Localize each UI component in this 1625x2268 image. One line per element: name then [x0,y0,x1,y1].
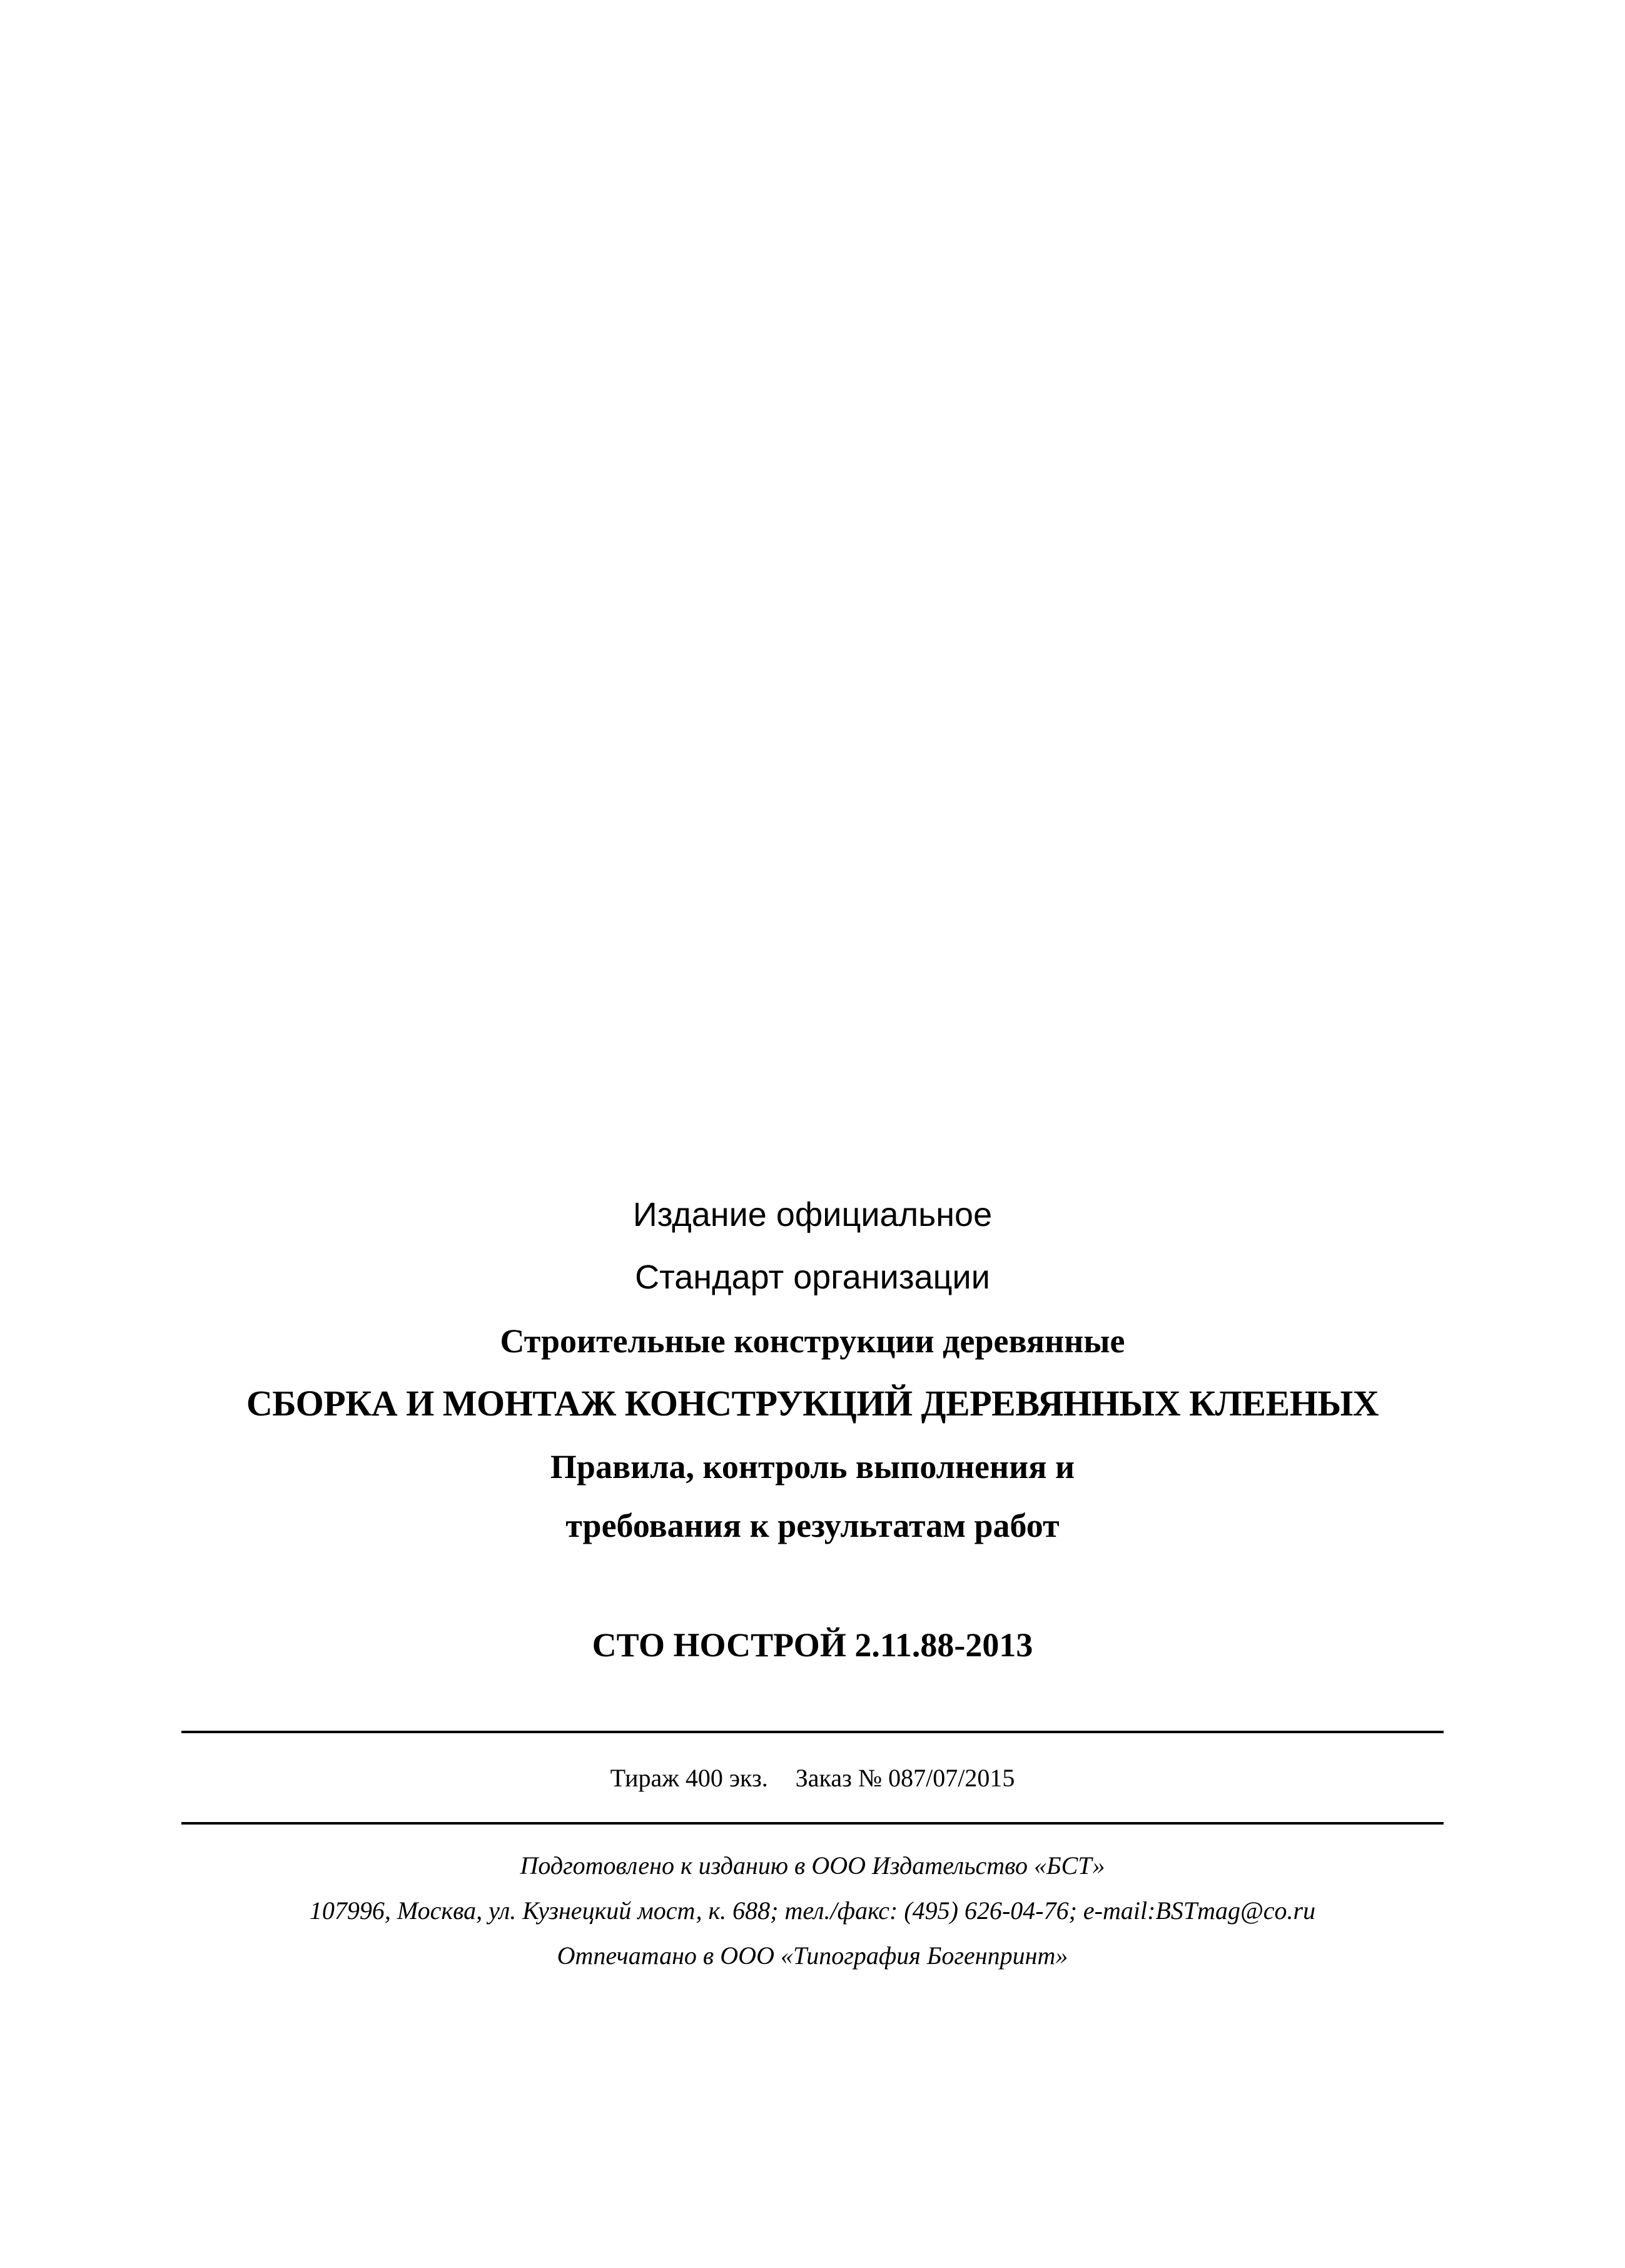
imprint-prepared-by: Подготовлено к изданию в ООО Издательство «БСТ» [520,1851,1105,1880]
category-title: Строительные конструкции деревянные [500,1322,1125,1360]
print-run: Тираж 400 экз. [610,1764,768,1792]
standard-designation: СТО НОСТРОЙ 2.11.88-2013 [592,1626,1033,1664]
bottom-divider [181,1822,1444,1825]
edition-note: Издание официальное [632,1196,993,1233]
standard-type: Стандарт организации [635,1258,990,1296]
main-title: СБОРКА И МОНТАЖ КОНСТРУКЦИЙ ДЕРЕВЯННЫХ КЛЕЕНЫХ [246,1383,1379,1424]
print-info-row [0,1766,1625,1791]
imprint-address: 107996, Москва, ул. Кузнецкий мост, к. 688; тел./факс: (495) 626-04-76; e-mail:BSTmag@co.ru [309,1896,1316,1925]
top-divider [181,1731,1444,1733]
subtitle-line-1: Правила, контроль выполнения и [550,1448,1075,1486]
imprint-printed-by: Отпечатано в ООО «Типография Богенпринт» [557,1941,1068,1970]
order-number: Заказ № 087/07/2015 [795,1764,1015,1792]
subtitle-line-2: требования к результатам работ [565,1507,1060,1544]
